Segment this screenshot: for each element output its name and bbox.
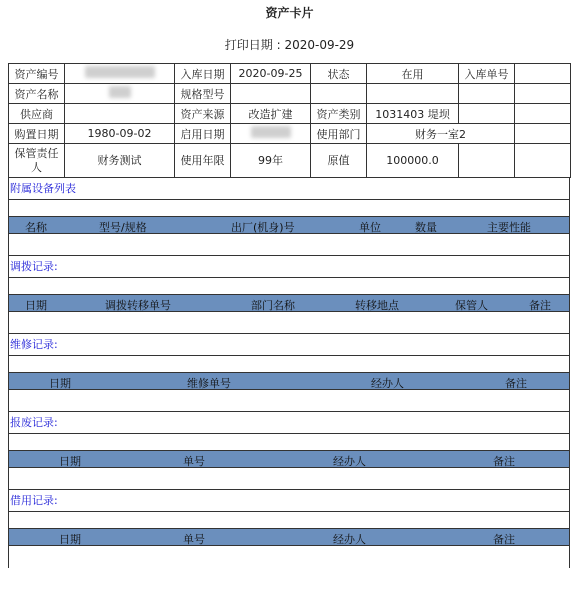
- repair-header-row: [9, 373, 569, 390]
- asset-name-value: [65, 84, 175, 104]
- column-header: 备注: [529, 299, 551, 312]
- in-date-label: 入库日期: [175, 64, 231, 84]
- keeper-value: 财务测试: [65, 144, 175, 178]
- asset-card: [8, 63, 570, 568]
- empty-cell: [515, 104, 571, 124]
- table-row: [9, 390, 569, 412]
- start-date-value: [231, 124, 311, 144]
- column-header: 备注: [493, 455, 515, 468]
- transfer-section-title: 调拨记录:: [9, 256, 569, 278]
- status-value: 在用: [367, 64, 459, 84]
- equipment-header-row: [9, 217, 569, 234]
- table-row: [9, 312, 569, 334]
- spec-label: 规格型号: [175, 84, 231, 104]
- empty-cell: [515, 144, 571, 178]
- status-label: 状态: [311, 64, 367, 84]
- spec-value: [231, 84, 311, 104]
- empty-row: [9, 278, 569, 295]
- table-row: [9, 468, 569, 490]
- empty-cell: [311, 84, 367, 104]
- source-value: 改造扩建: [231, 104, 311, 124]
- asset-no-label: 资产编号: [9, 64, 65, 84]
- life-value: 99年: [231, 144, 311, 178]
- empty-cell: [459, 84, 515, 104]
- column-header: 维修单号: [187, 377, 231, 390]
- column-header: 数量: [415, 221, 437, 234]
- supplier-label: 供应商: [9, 104, 65, 124]
- start-date-label: 启用日期: [175, 124, 231, 144]
- page-title: 资产卡片: [265, 6, 314, 20]
- column-header: 日期: [25, 299, 47, 312]
- column-header: 经办人: [333, 533, 366, 546]
- equipment-section-title: 附属设备列表: [9, 178, 569, 200]
- scrap-header-row: [9, 451, 569, 468]
- borrow-section-title: 借用记录:: [9, 490, 569, 512]
- keeper-label: 保管责任人: [9, 144, 65, 178]
- column-header: 保管人: [455, 299, 488, 312]
- value-label: 原值: [311, 144, 367, 178]
- asset-info-table: [8, 63, 571, 178]
- table-row: [9, 234, 569, 256]
- column-header: 单号: [183, 455, 205, 468]
- column-header: 单号: [183, 533, 205, 546]
- column-header: 主要性能: [487, 221, 531, 234]
- dept-label: 使用部门: [311, 124, 367, 144]
- column-header: 部门名称: [251, 299, 295, 312]
- dept-value: 财务一室2: [367, 124, 515, 144]
- source-label: 资产来源: [175, 104, 231, 124]
- empty-row: [9, 356, 569, 373]
- life-label: 使用年限: [175, 144, 231, 178]
- in-date-value: 2020-09-25: [231, 64, 311, 84]
- table-row: [9, 546, 569, 568]
- in-no-label: 入库单号: [459, 64, 515, 84]
- empty-cell: [515, 84, 571, 104]
- print-date: 打印日期 : 2020-09-29: [224, 38, 355, 52]
- records-block: [8, 178, 570, 568]
- supplier-value: [65, 104, 175, 124]
- column-header: 转移地点: [355, 299, 399, 312]
- column-header: 日期: [59, 533, 81, 546]
- transfer-header-row: [9, 295, 569, 312]
- column-header: 名称: [25, 221, 47, 234]
- category-value: 1031403 堤坝: [367, 104, 459, 124]
- column-header: 调拨转移单号: [105, 299, 171, 312]
- buy-date-label: 购置日期: [9, 124, 65, 144]
- empty-cell: [459, 144, 515, 178]
- column-header: 经办人: [371, 377, 404, 390]
- empty-row: [9, 200, 569, 217]
- empty-cell: [459, 104, 515, 124]
- empty-row: [9, 512, 569, 529]
- column-header: 日期: [49, 377, 71, 390]
- buy-date-value: 1980-09-02: [65, 124, 175, 144]
- repair-section-title: 维修记录:: [9, 334, 569, 356]
- borrow-header-row: [9, 529, 569, 546]
- column-header: 出厂(机身)号: [231, 221, 295, 234]
- column-header: 型号/规格: [99, 221, 147, 234]
- empty-cell: [367, 84, 459, 104]
- column-header: 单位: [359, 221, 381, 234]
- empty-cell: [515, 124, 571, 144]
- scrap-section-title: 报废记录:: [9, 412, 569, 434]
- column-header: 备注: [505, 377, 527, 390]
- empty-row: [9, 434, 569, 451]
- asset-name-label: 资产名称: [9, 84, 65, 104]
- column-header: 日期: [59, 455, 81, 468]
- column-header: 经办人: [333, 455, 366, 468]
- asset-no-value: [65, 64, 175, 84]
- value-value: 100000.0: [367, 144, 459, 178]
- in-no-value: [515, 64, 571, 84]
- column-header: 备注: [493, 533, 515, 546]
- category-label: 资产类别: [311, 104, 367, 124]
